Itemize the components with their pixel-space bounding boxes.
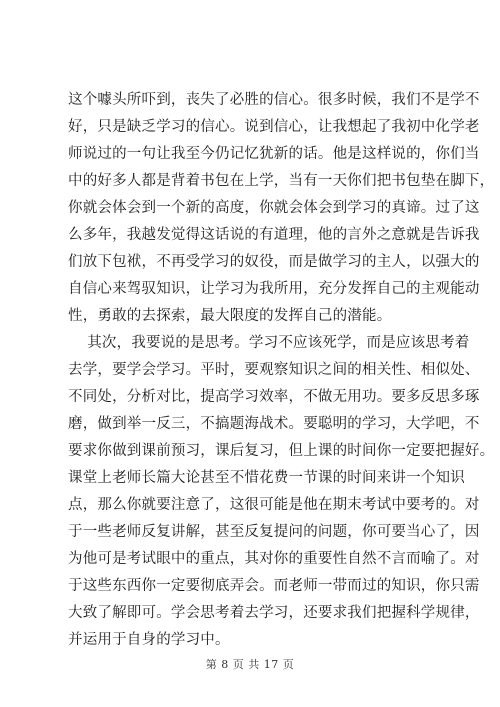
text-line: 于一些老师反复讲解，甚至反复提问的问题，你可要当心了，因	[68, 524, 480, 540]
text-line: 要求你做到课前预习，课后复习，但上课的时间你一定要把握好。	[68, 443, 495, 459]
text-line: 自信心来驾驭知识，让学习为我所用，充分发挥自己的主观能动	[68, 281, 480, 297]
text-line: 们放下包袱，不再受学习的奴役，而是做学习的主人，以强大的	[68, 254, 480, 270]
text-line: 为他可是考试眼中的重点，其对你的重要性自然不言而喻了。对	[68, 551, 480, 567]
text-line: 其次，我要说的是思考。学习不应该死学，而是应该思考着	[68, 335, 470, 351]
text-line: 师说过的一句让我至今仍记忆犹新的话。他是这样说的，你们当	[68, 146, 480, 162]
text-line: 课堂上老师长篇大论甚至不惜花费一节课的时间来讲一个知识	[68, 470, 465, 486]
page-number-footer: 第 8 页 共 17 页	[205, 658, 295, 671]
text-line: 好，只是缺乏学习的信心。说到信心，让我想起了我初中化学老	[68, 119, 480, 135]
text-line: 么多年，我越发觉得这话说的有道理，他的言外之意就是告诉我	[68, 227, 480, 243]
text-line: 这个噱头所吓到，丧失了必胜的信心。很多时候，我们不是学不	[68, 92, 480, 108]
text-line: 中的好多人都是背着书包在上学，当有一天你们把书包垫在脚下，	[68, 173, 495, 189]
text-line: 于这些东西你一定要彻底弄会。而老师一带而过的知识，你只需	[68, 578, 480, 594]
text-line: 去学，要学会学习。平时，要观察知识之间的相关性、相似处、	[68, 362, 480, 378]
document-body	[68, 87, 495, 654]
text-line: 性，勇敢的去探索，最大限度的发挥自己的潜能。	[68, 308, 392, 324]
text-line: 大致了解即可。学会思考着去学习，还要求我们把握科学规律，	[68, 605, 480, 621]
text-line: 磨，做到举一反三，不搞题海战术。要聪明的学习，大学吧，不	[68, 416, 480, 432]
text-line: 不同处，分析对比，提高学习效率，不做无用功。要多反思多琢	[68, 389, 480, 405]
text-line: 你就会体会到一个新的高度，你就会体会到学习的真谛。过了这	[68, 200, 480, 216]
text-line: 并运用于自身的学习中。	[68, 632, 230, 648]
text-line: 点，那么你就要注意了，这很可能是他在期末考试中要考的。对	[68, 497, 480, 513]
